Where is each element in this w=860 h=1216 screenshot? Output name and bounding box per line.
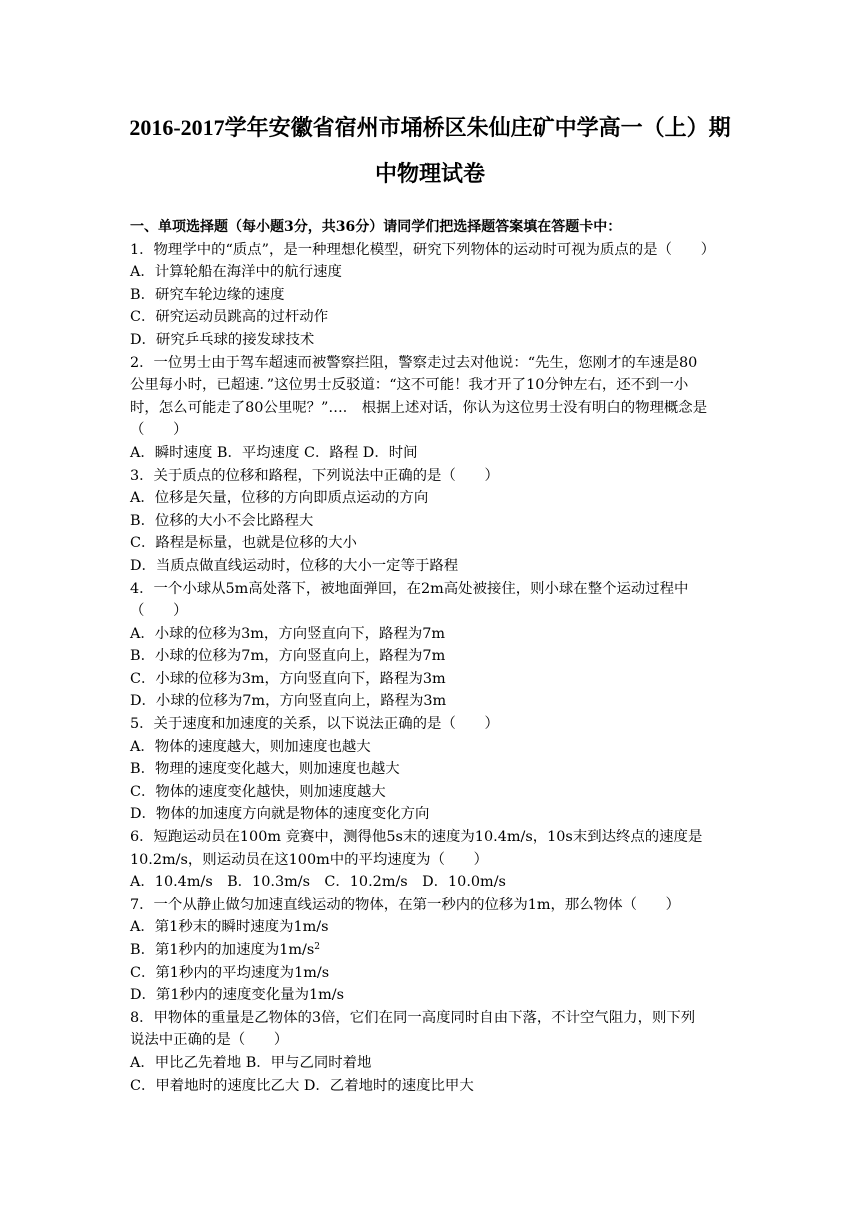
page-title-continued: 中物理试卷 — [374, 161, 485, 186]
question-8-stem-line2: 说法中正确的是（ ） — [130, 1032, 289, 1049]
question-5-option-a: A．物体的速度越大，则加速度也越大 — [130, 738, 371, 755]
question-4-stem-line2: （ ） — [130, 603, 188, 620]
question-4-option-b: B．小球的位移为7m，方向竖直向上，路程为7m — [130, 648, 446, 665]
question-4-option-c: C．小球的位移为3m，方向竖直向下，路程为3m — [130, 670, 446, 687]
question-1-option-d: D．研究乒乓球的接发球技术 — [130, 331, 315, 348]
question-3-option-b: B．位移的大小不会比路程大 — [130, 512, 314, 529]
question-3-option-c: C．路程是标量，也就是位移的大小 — [130, 535, 357, 552]
question-8-options-ab: A．甲比乙先着地 B．甲与乙同时着地 — [130, 1054, 372, 1071]
question-6-stem-line1: 6．短跑运动员在100m 竞赛中，测得他5s末的速度为10.4m/s，10s末到达终点的速度是 — [130, 829, 703, 846]
question-1-option-a: A．计算轮船在海洋中的航行速度 — [130, 264, 342, 281]
question-5-stem: 5．关于速度和加速度的关系，以下说法正确的是（ ） — [130, 716, 499, 733]
question-2-options: A．瞬时速度 B．平均速度 C．路程 D．时间 — [130, 444, 418, 461]
question-3-stem: 3．关于质点的位移和路程，下列说法中正确的是（ ） — [130, 467, 499, 484]
question-7-option-a: A．第1秒末的瞬时速度为1m/s — [130, 919, 329, 936]
question-8-options-cd: C．甲着地时的速度比乙大 D．乙着地时的速度比甲大 — [130, 1077, 474, 1094]
question-8-stem-line1: 8．甲物体的重量是乙物体的3倍，它们在同一高度同时自由下落，不计空气阻力，则下列 — [130, 1009, 696, 1026]
question-1-option-b: B．研究车轮边缘的速度 — [130, 286, 285, 303]
question-2-stem-line2: 公里每小时，已超速．”这位男士反驳道：“这不可能！我才开了10分钟左右，还不到一小 — [130, 377, 689, 394]
question-1-stem: 1．物理学中的“质点”，是一种理想化模型，研究下列物体的运动时可视为质点的是（ ） — [130, 241, 716, 258]
question-5-option-d: D．物体的加速度方向就是物体的速度变化方向 — [130, 806, 430, 823]
section-heading: 一、单项选择题（每小题3分，共36分）请同学们把选择题答案填在答题卡中： — [130, 219, 622, 235]
question-2-stem-line4: （ ） — [130, 422, 188, 439]
question-list — [130, 216, 740, 1097]
question-2-stem-line3: 时，怎么可能走了80公里呢？”…． 根据上述对话，你认为这位男士没有明白的物理概念是 — [130, 399, 708, 416]
question-4-stem-line1: 4．一个小球从5m高处落下，被地面弹回，在2m高处被接住，则小球在整个运动过程中 — [130, 580, 689, 597]
squared-exponent: 2 — [314, 942, 321, 952]
question-7-option-b-text: B．第1秒内的加速度为1m/s — [130, 942, 315, 958]
question-1-option-c: C．研究运动员跳高的过杆动作 — [130, 309, 329, 326]
question-6-stem-line2: 10.2m/s，则运动员在这100m中的平均速度为（ ） — [130, 851, 489, 868]
page-title: 2016-2017学年安徽省宿州市埇桥区朱仙庄矿中学高一（上）期 — [129, 115, 731, 140]
question-5-option-c: C．物体的速度变化越快，则加速度越大 — [130, 783, 386, 800]
question-7-option-b — [130, 939, 740, 962]
question-7-option-d: D．第1秒内的速度变化量为1m/s — [130, 987, 345, 1004]
question-4-option-a: A．小球的位移为3m，方向竖直向下，路程为7m — [130, 625, 446, 642]
question-3-option-d: D．当质点做直线运动时，位移的大小一定等于路程 — [130, 557, 459, 574]
question-6-options: A．10.4m/s B．10.3m/s C．10.2m/s D．10.0m/s — [130, 874, 506, 891]
question-7-stem: 7．一个从静止做匀加速直线运动的物体，在第一秒内的位移为1m，那么物体（ ） — [130, 896, 681, 913]
question-2-stem-line1: 2．一位男士由于驾车超速而被警察拦阻，警察走过去对他说：“先生，您刚才的车速是80 — [130, 354, 698, 371]
question-3-option-a: A．位移是矢量，位移的方向即质点运动的方向 — [130, 490, 429, 507]
question-7-option-c: C．第1秒内的平均速度为1m/s — [130, 964, 330, 981]
question-5-option-b: B．物理的速度变化越大，则加速度也越大 — [130, 761, 400, 778]
question-4-option-d: D．小球的位移为7m，方向竖直向上，路程为3m — [130, 693, 447, 710]
